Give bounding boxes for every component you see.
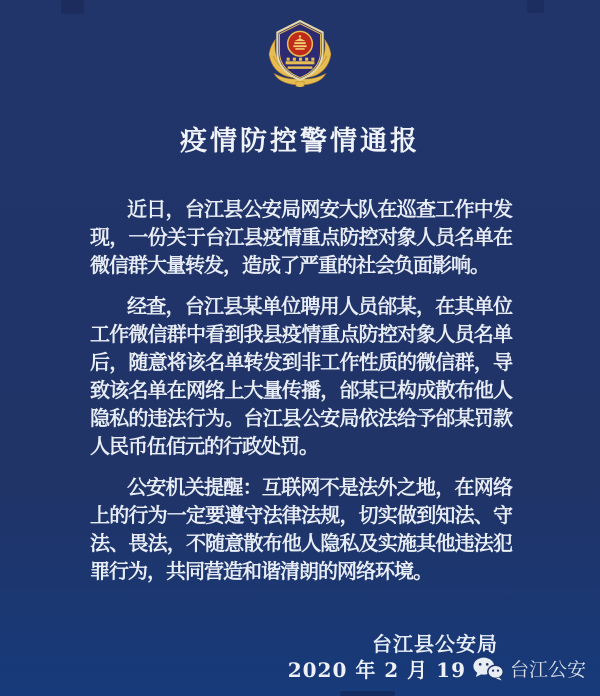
notice-title: 疫情防控警情通报 <box>180 126 420 157</box>
smudge-mark <box>527 0 544 13</box>
police-badge-icon <box>265 19 335 87</box>
wechat-watermark: 台江公安 <box>509 659 586 681</box>
notice-paragraph-2: 经查，台江县某单位聘用人员邰某，在其单位工作微信群中看到我县疫情重点防控对象人员名单后，随意将该名单转发到非工作性质的微信群，导致该名单在网络上大量传播，邰某已构成散布他人隐私的违法行为。台江县公安局依法给予邰某罚款人民币伍佰元的行政处罚。 <box>90 294 512 458</box>
issuer-signature: 台江县公安局 <box>372 632 498 656</box>
footer-row <box>288 654 586 683</box>
smudge-mark <box>340 691 395 696</box>
notice-paragraph-1: 近日，台江县公安局网安大队在巡查工作中发现，一份关于台江县疫情重点防控对象人员名单在微信群大量转发，造成了严重的社会负面影响。 <box>90 197 512 277</box>
notice-body <box>90 195 512 598</box>
smudge-mark <box>61 0 84 14</box>
publish-date: 2020 年 2 月 19 <box>287 658 466 682</box>
wechat-icon <box>472 656 504 681</box>
notice-paragraph-3: 公安机关提醒：互联网不是法外之地，在网络上的行为一定要遵守法律法规，切实做到知法、守法、畏法，不随意散布他人隐私及实施其他违法犯罪行为，共同营造和谐清朗的网络环境。 <box>90 475 512 583</box>
